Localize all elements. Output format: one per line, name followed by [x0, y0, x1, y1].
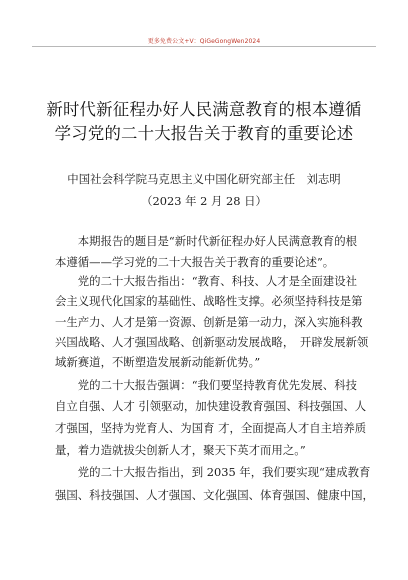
date-line: （2023 年 2 月 28 日）: [141, 194, 267, 208]
body-line: 一生产力、人才是第一资源、创新是第一动力，深入实施科教: [55, 315, 363, 329]
title-line-1: 新时代新征程办好人民满意教育的根本遵循: [46, 100, 362, 119]
body-line: 兴国战略、人才强国战略、创新驱动发展战略， 开辟发展新领: [55, 335, 369, 349]
header-divider: [32, 46, 376, 47]
author-line: 中国社会科学院马克思主义中国化研究部主任 刘志明: [67, 172, 341, 186]
body-line: 党的二十大报告指出：“教育、科技、人才是全面建设社: [55, 274, 357, 288]
body-line: 会主义现代化国家的基础性、战略性支撑。必须坚持科技是第: [55, 294, 363, 308]
body-line: 党的二十大报告强调：“我们要坚持教育优先发展、科技: [55, 378, 357, 392]
body-line: 域新赛道，不断塑造发展新动能新优势。”: [55, 355, 261, 369]
header-note: 更多免费公文+V：QiGeGongWen2024: [147, 38, 261, 45]
body-line: 才强国，坚持为党育人、为国育 才，全面提高人才自主培养质: [55, 421, 367, 435]
body-line: 本遵循——学习党的二十大报告关于教育的重要论述”。: [55, 255, 335, 269]
body-line: 量，着力造就拔尖创新人才，聚天下英才而用之。”: [55, 443, 306, 457]
title-line-2: 学习党的二十大报告关于教育的重要论述: [54, 124, 354, 143]
body-line: 党的二十大报告指出，到 2035 年，我们要实现“建成教育: [55, 465, 371, 479]
body-line: 强国、科技强国、人才强国、文化强国、体育强国、健康中国，: [55, 488, 374, 502]
body-line: 自立自强、人才 引领驱动，加快建设教育强国、科技强国、人: [55, 399, 367, 413]
body-line: 本期报告的题目是“新时代新征程办好人民满意教育的根: [55, 234, 357, 248]
